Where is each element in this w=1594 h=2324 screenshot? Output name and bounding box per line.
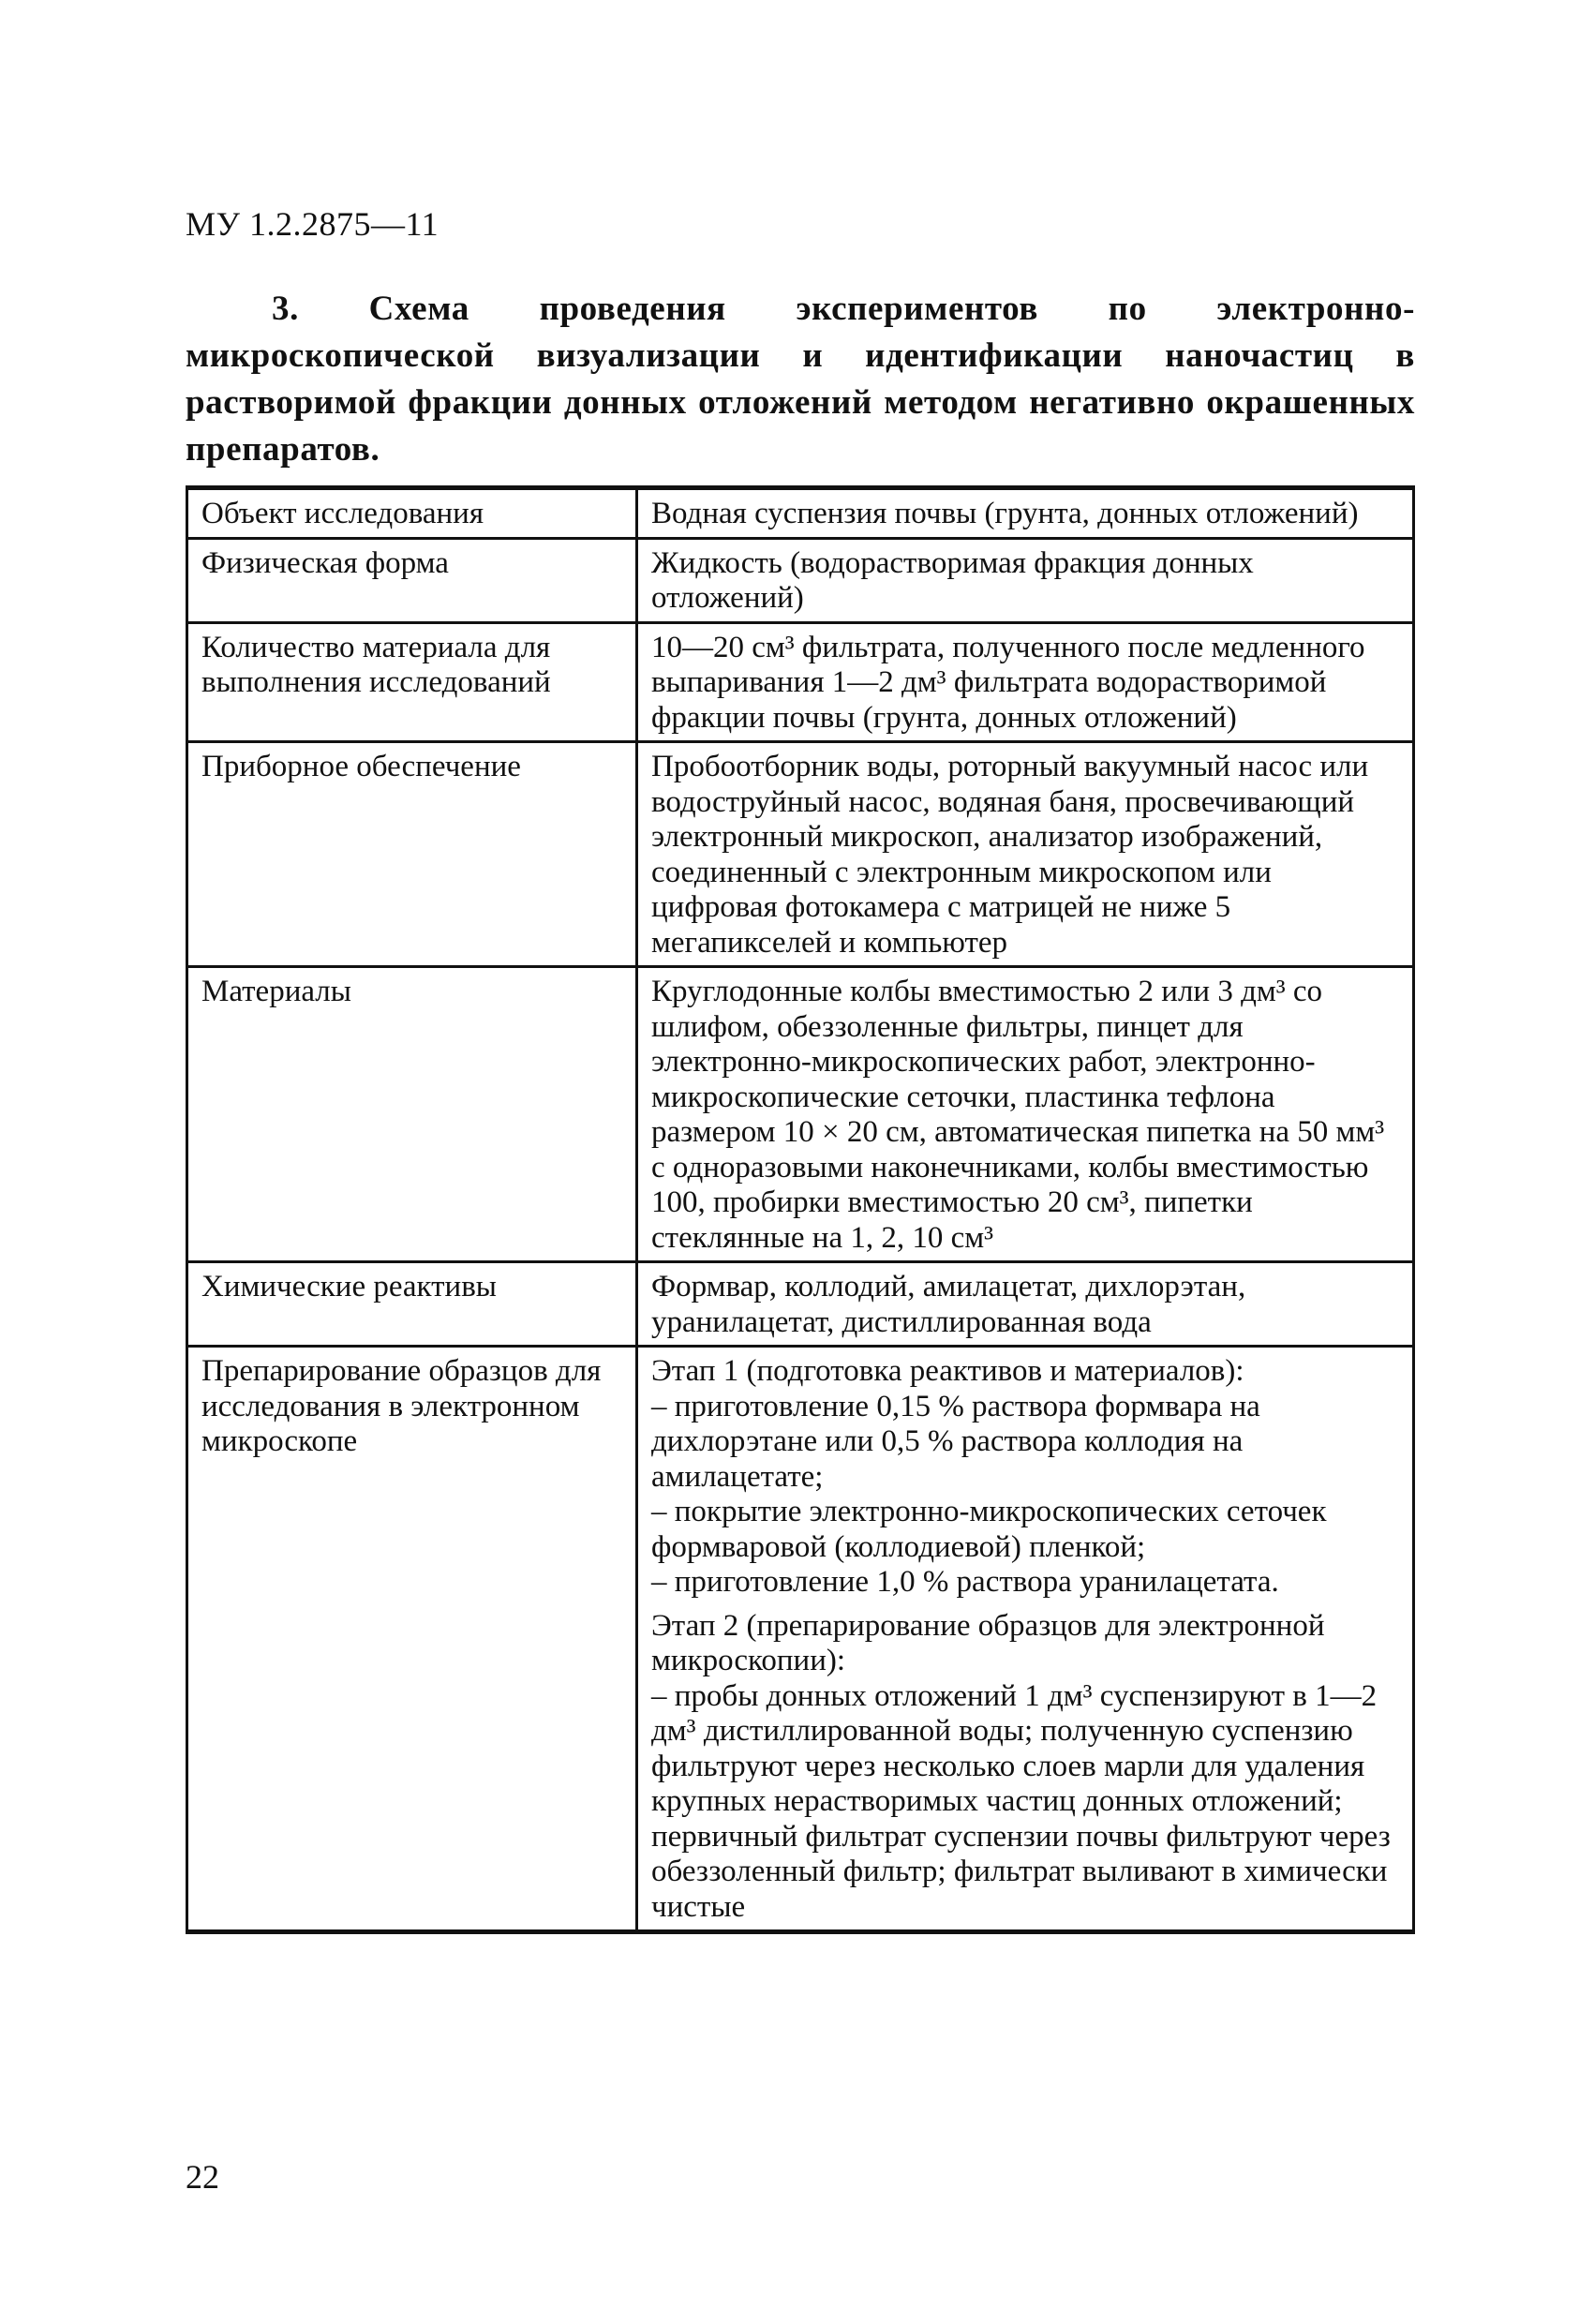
row-value-paragraph — [651, 1609, 1403, 1926]
table-row — [187, 1347, 1414, 1932]
row-value — [637, 1262, 1414, 1347]
row-value-paragraph: 10—20 см³ фильтрата, полученного после медленного выпаривания 1—2 дм³ фильтрата водорастворимой фракции почвы (грунта, донных отложений) — [651, 630, 1365, 735]
row-value — [637, 622, 1414, 742]
experiment-scheme-table — [186, 485, 1415, 1934]
row-label: Препарирование образцов для исследования в электронном микроскопе — [187, 1347, 637, 1932]
stage-heading: Этап 2 (препарирование образцов для электронной микроскопии): — [651, 1608, 1325, 1677]
page-number: 22 — [186, 2158, 219, 2196]
row-label: Объект исследования — [187, 488, 637, 539]
row-label: Химические реактивы — [187, 1262, 637, 1347]
table-row — [187, 742, 1414, 967]
table-row — [187, 1262, 1414, 1347]
row-label: Физическая форма — [187, 538, 637, 622]
document-code: МУ 1.2.2875—11 — [186, 205, 439, 243]
table-row — [187, 967, 1414, 1262]
row-value-paragraph — [651, 1354, 1403, 1601]
stage-item: – приготовление 0,15 % раствора формвара на дихлорэтане или 0,5 % раствора коллодия на амилацетате; — [651, 1389, 1260, 1494]
row-label: Приборное обеспечение — [187, 742, 637, 967]
stage-heading: Этап 1 (подготовка реактивов и материалов): — [651, 1354, 1244, 1388]
stage-item: – покрытие электронно-микроскопических сеточек формваровой (коллодиевой) пленкой; — [651, 1495, 1327, 1564]
row-value-paragraph: Пробоотборник воды, роторный вакуумный насос или водоструйный насос, водяная баня, просвечивающий электронный микроскоп, анализатор изображений, соединенный с электронным микроскопом или цифровая фотокамера с матрицей не ниже 5 мегапикселей и компьютер — [651, 750, 1369, 960]
section-heading: 3. Схема проведения экспериментов по электронно-микроскопической визуализации и идентификации наночастиц в растворимой фракции донных отложений методом негативно окрашенных препаратов. — [186, 290, 1415, 469]
table-row — [187, 488, 1414, 539]
row-value — [637, 1347, 1414, 1932]
table-row — [187, 538, 1414, 622]
row-value-paragraph: Круглодонные колбы вместимостью 2 или 3 дм³ со шлифом, обеззоленные фильтры, пинцет для электронно-микроскопических работ, электронно-микроскопические сеточки, пластинка тефлона размером 10 × 20 см, автоматическая пипетка на 50 мм³ с одноразовыми наконечниками, колбы вместимостью 100, пробирки вместимостью 20 см³, пипетки стеклянные на 1, 2, 10 см³ — [651, 975, 1385, 1255]
row-value-paragraph: Водная суспензия почвы (грунта, донных отложений) — [651, 497, 1359, 530]
row-label: Материалы — [187, 967, 637, 1262]
stage-item: – приготовление 1,0 % раствора уранилацетата. — [651, 1565, 1279, 1599]
row-label: Количество материала для выполнения исследований — [187, 622, 637, 742]
row-value — [637, 967, 1414, 1262]
row-value-paragraph: Жидкость (водорастворимая фракция донных отложений) — [651, 545, 1254, 615]
row-value — [637, 742, 1414, 967]
table-row — [187, 622, 1414, 742]
row-value — [637, 538, 1414, 622]
stage-item: – пробы донных отложений 1 дм³ суспензируют в 1—2 дм³ дистиллированной воды; полученную суспензию фильтруют через несколько слоев марли для удаления крупных нерастворимых частиц донных отложений; первичный фильтрат суспензии почвы фильтруют через обеззоленный фильтр; фильтрат выливают в химически чистые — [651, 1678, 1391, 1924]
row-value-paragraph: Формвар, коллодий, амилацетат, дихлорэтан, уранилацетат, дистиллированная вода — [651, 1270, 1246, 1339]
row-value — [637, 488, 1414, 539]
